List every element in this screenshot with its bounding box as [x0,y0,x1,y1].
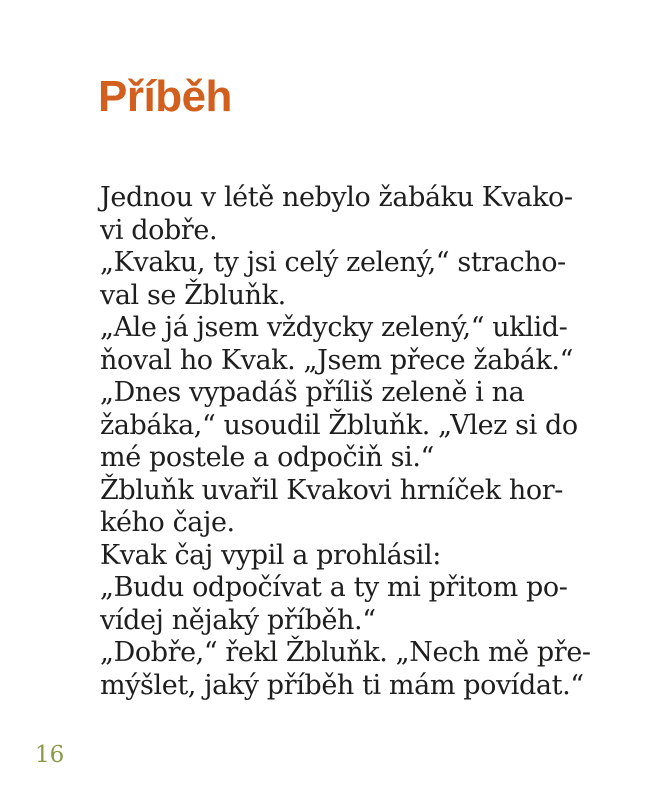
text-line: „Dnes vypadáš příliš zeleně i na [100,377,525,408]
chapter-title: Příběh [98,72,232,121]
text-line: mýšlet, jaký příběh ti mám povídat.“ [100,669,584,701]
text-line: Kvak čaj vypil a prohlásil: [100,539,441,571]
story-text [100,182,591,702]
text-line: vídej nějaký příběh.“ [100,604,376,636]
text-line: Jednou v létě nebylo žabáku Kvako- [100,182,573,213]
text-line: „Kvaku, ty jsi celý zelený,“ stracho- [100,247,566,278]
text-line: Žbluňk uvařil Kvakovi hrníček hor- [100,474,563,506]
text-line: ňoval ho Kvak. „Jsem přece žabák.“ [100,344,574,376]
text-line: žabáka,“ usoudil Žbluňk. „Vlez si do [100,409,578,441]
page-number: 16 [35,742,65,768]
text-line: kého čaje. [100,507,235,538]
text-line: „Budu odpočívat a ty mi přitom po- [100,572,568,603]
text-line: vi dobře. [100,214,218,246]
text-line: „Dobře,“ řekl Žbluňk. „Nech mě pře- [100,637,591,668]
text-line: „Ale já jsem vždycky zelený,“ uklid- [100,312,568,343]
text-line: val se Žbluňk. [100,279,286,311]
text-line: mé postele a odpočiň si.“ [100,442,434,473]
